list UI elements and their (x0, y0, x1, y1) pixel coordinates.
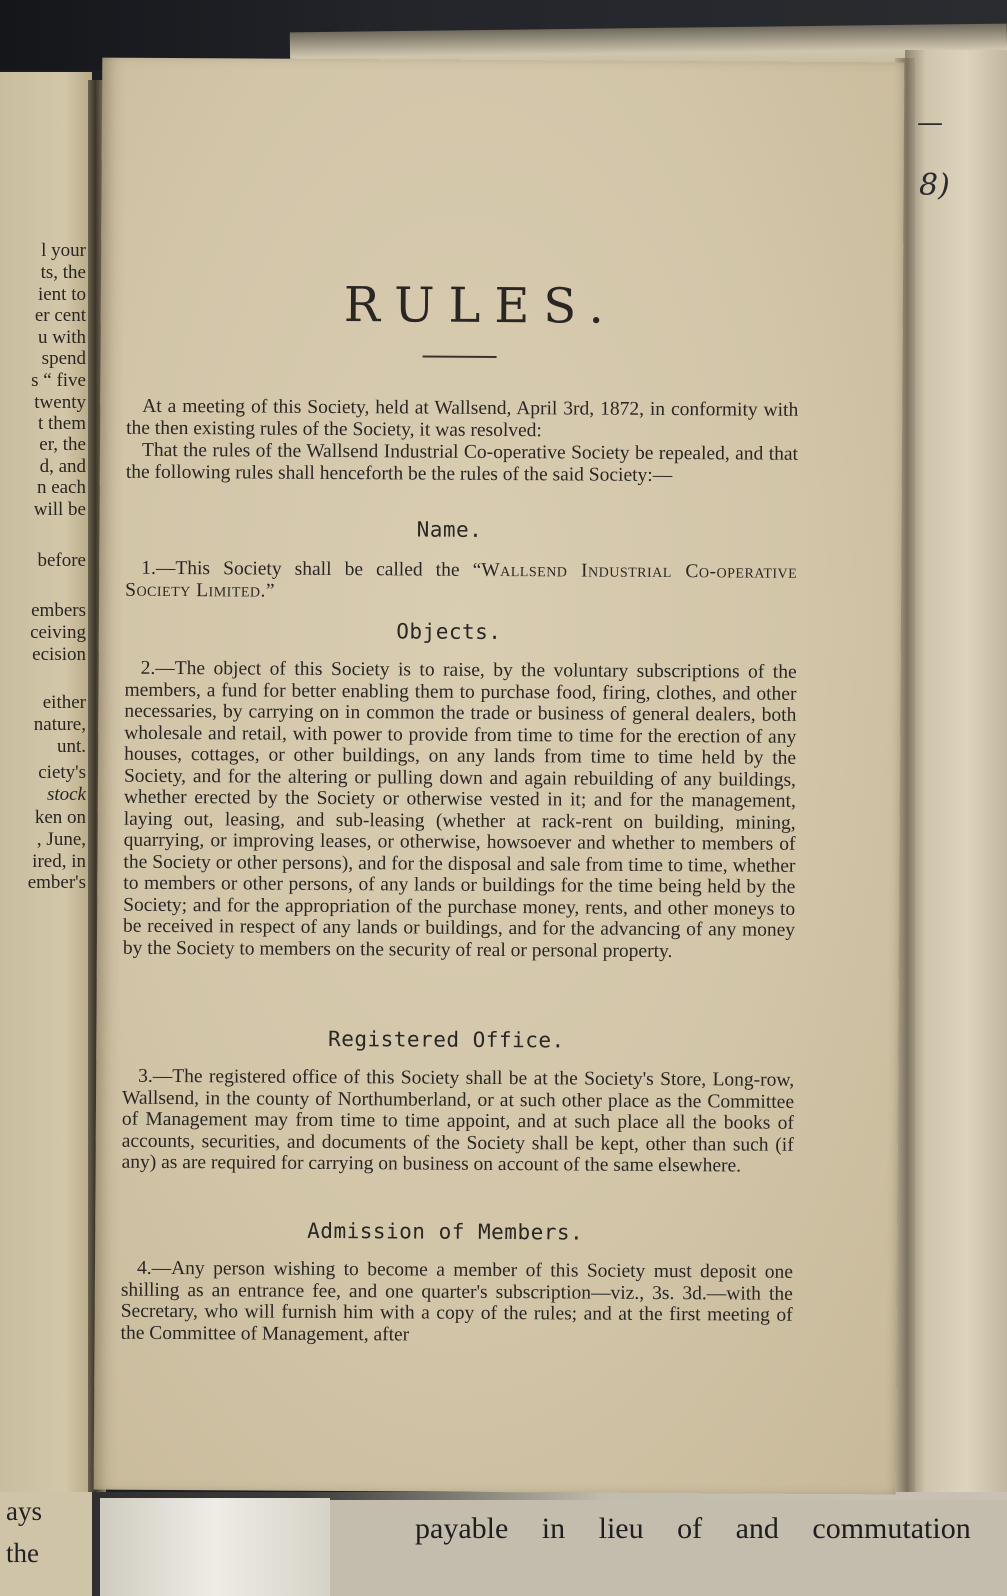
bottom-left-word: ays (6, 1496, 42, 1526)
left-page-line: er, the (39, 434, 86, 455)
section-objects-text: 2.—The object of this Society is to raise, by the voluntary subscriptions of the members, a fund for better enabling them to purchase food, firing, clothes, and other necessaries, by carrying on in common the trade or business of general dealers, both wholesale and retail, with power to provide from time to time for the erection of any houses, cottages, or other buildings, on any lands from time to time held by the Society, and for the altering or pulling down and again rebuilding of any buildings, whether erected by the Society or otherwise vested in it; and for the management, laying out, leasing, and sub-leasing (whether at rack-rent on building, mining, quarrying, or improving leases, or otherwise, howsoever and whether to members of the Society or other persons), and for the disposal and sale from time to time, whether to members or other persons, of any lands or buildings for the time being held by the Society; and for the appropriation of the purchase money, rents, and other moneys to be received in respect of any lands or buildings, and for the advancing of any money by the Society to members on the security of real or personal property. (122, 657, 797, 962)
title-rule (423, 356, 497, 358)
bottom-paper-text: payable in lieu of and commutation (415, 1512, 971, 1545)
left-page-line: n each (36, 477, 86, 498)
intro-resolution: That the rules of the Wallsend Industrial Co-operative Society be repealed, and that the following rules shall henceforth be the rules of the said Society:— (125, 439, 799, 486)
left-page-line: stock (46, 784, 86, 805)
section-admission-text: 4.—Any person wishing to become a member of this Society must deposit one shilling as an entrance fee, and one quarter's subscription—viz., 3s. 3d.—with the Secretary, who will furnish him with a copy of the rules; and at the first meeting of the Committee of Management, after (120, 1257, 794, 1345)
left-page-line: ken on (34, 807, 86, 828)
left-page-line: , June, (36, 829, 86, 850)
right-paper-stack (905, 50, 1007, 1510)
section-heading-admission: Admission of Members. (307, 1218, 584, 1245)
left-page-line: before (37, 550, 86, 571)
left-page-line: ired, in (32, 851, 86, 872)
margin-note: 8) (919, 168, 950, 203)
left-page-line: ember's (27, 872, 86, 893)
section-heading-registered-office: Registered Office. (328, 1026, 565, 1053)
document-page (94, 58, 905, 1495)
left-page-line: ciety's (38, 762, 86, 783)
left-page-line: nature, (33, 714, 86, 735)
left-page-line: spend (41, 348, 86, 369)
left-page-line: ecision (32, 644, 86, 665)
left-page-line: either (42, 692, 86, 713)
left-facing-page (0, 72, 92, 1522)
left-page-line: l your (41, 240, 86, 261)
left-page-line: embers (31, 600, 86, 621)
left-page-line: er cent (34, 305, 86, 326)
page-title: RULES. (343, 277, 619, 335)
bottom-left-paper (0, 1492, 92, 1596)
section-name-text: 1.—This Society shall be called the “Wallsend Industrial Co-operative Society Limited.” (125, 557, 798, 602)
left-page-line: t them (37, 413, 86, 434)
left-page-line: ts, the (40, 262, 86, 283)
left-page-line: ient to (37, 284, 86, 305)
margin-note-dash: — (917, 108, 943, 138)
section-heading-objects: Objects. (396, 619, 502, 645)
left-page-line: u with (37, 327, 86, 348)
section-registered-office-text: 3.—The registered office of this Society shall be at the Society's Store, Long-row, Wallsend, in the county of Northumberland, or at such other place as the Committee of Management may from time to time appoint, and at such place all the books of accounts, securities, and documents of the Society shall be kept, other than such (if any) as are required for carrying on business on account of the same elsewhere. (121, 1065, 795, 1177)
intro-paragraph: At a meeting of this Society, held at Wallsend, April 3rd, 1872, in conformity with the then existing rules of the Society, it was resolved: (126, 395, 799, 441)
bottom-page-edges (100, 1498, 330, 1596)
left-page-line: s “ five (31, 370, 86, 391)
left-page-line: ceiving (30, 622, 86, 643)
section-heading-name: Name. (416, 517, 483, 542)
bottom-left-word: the (6, 1538, 39, 1568)
left-page-line: will be (33, 499, 86, 520)
left-page-line: unt. (56, 736, 86, 757)
left-page-line: d, and (39, 456, 86, 477)
left-page-line: twenty (34, 392, 86, 413)
